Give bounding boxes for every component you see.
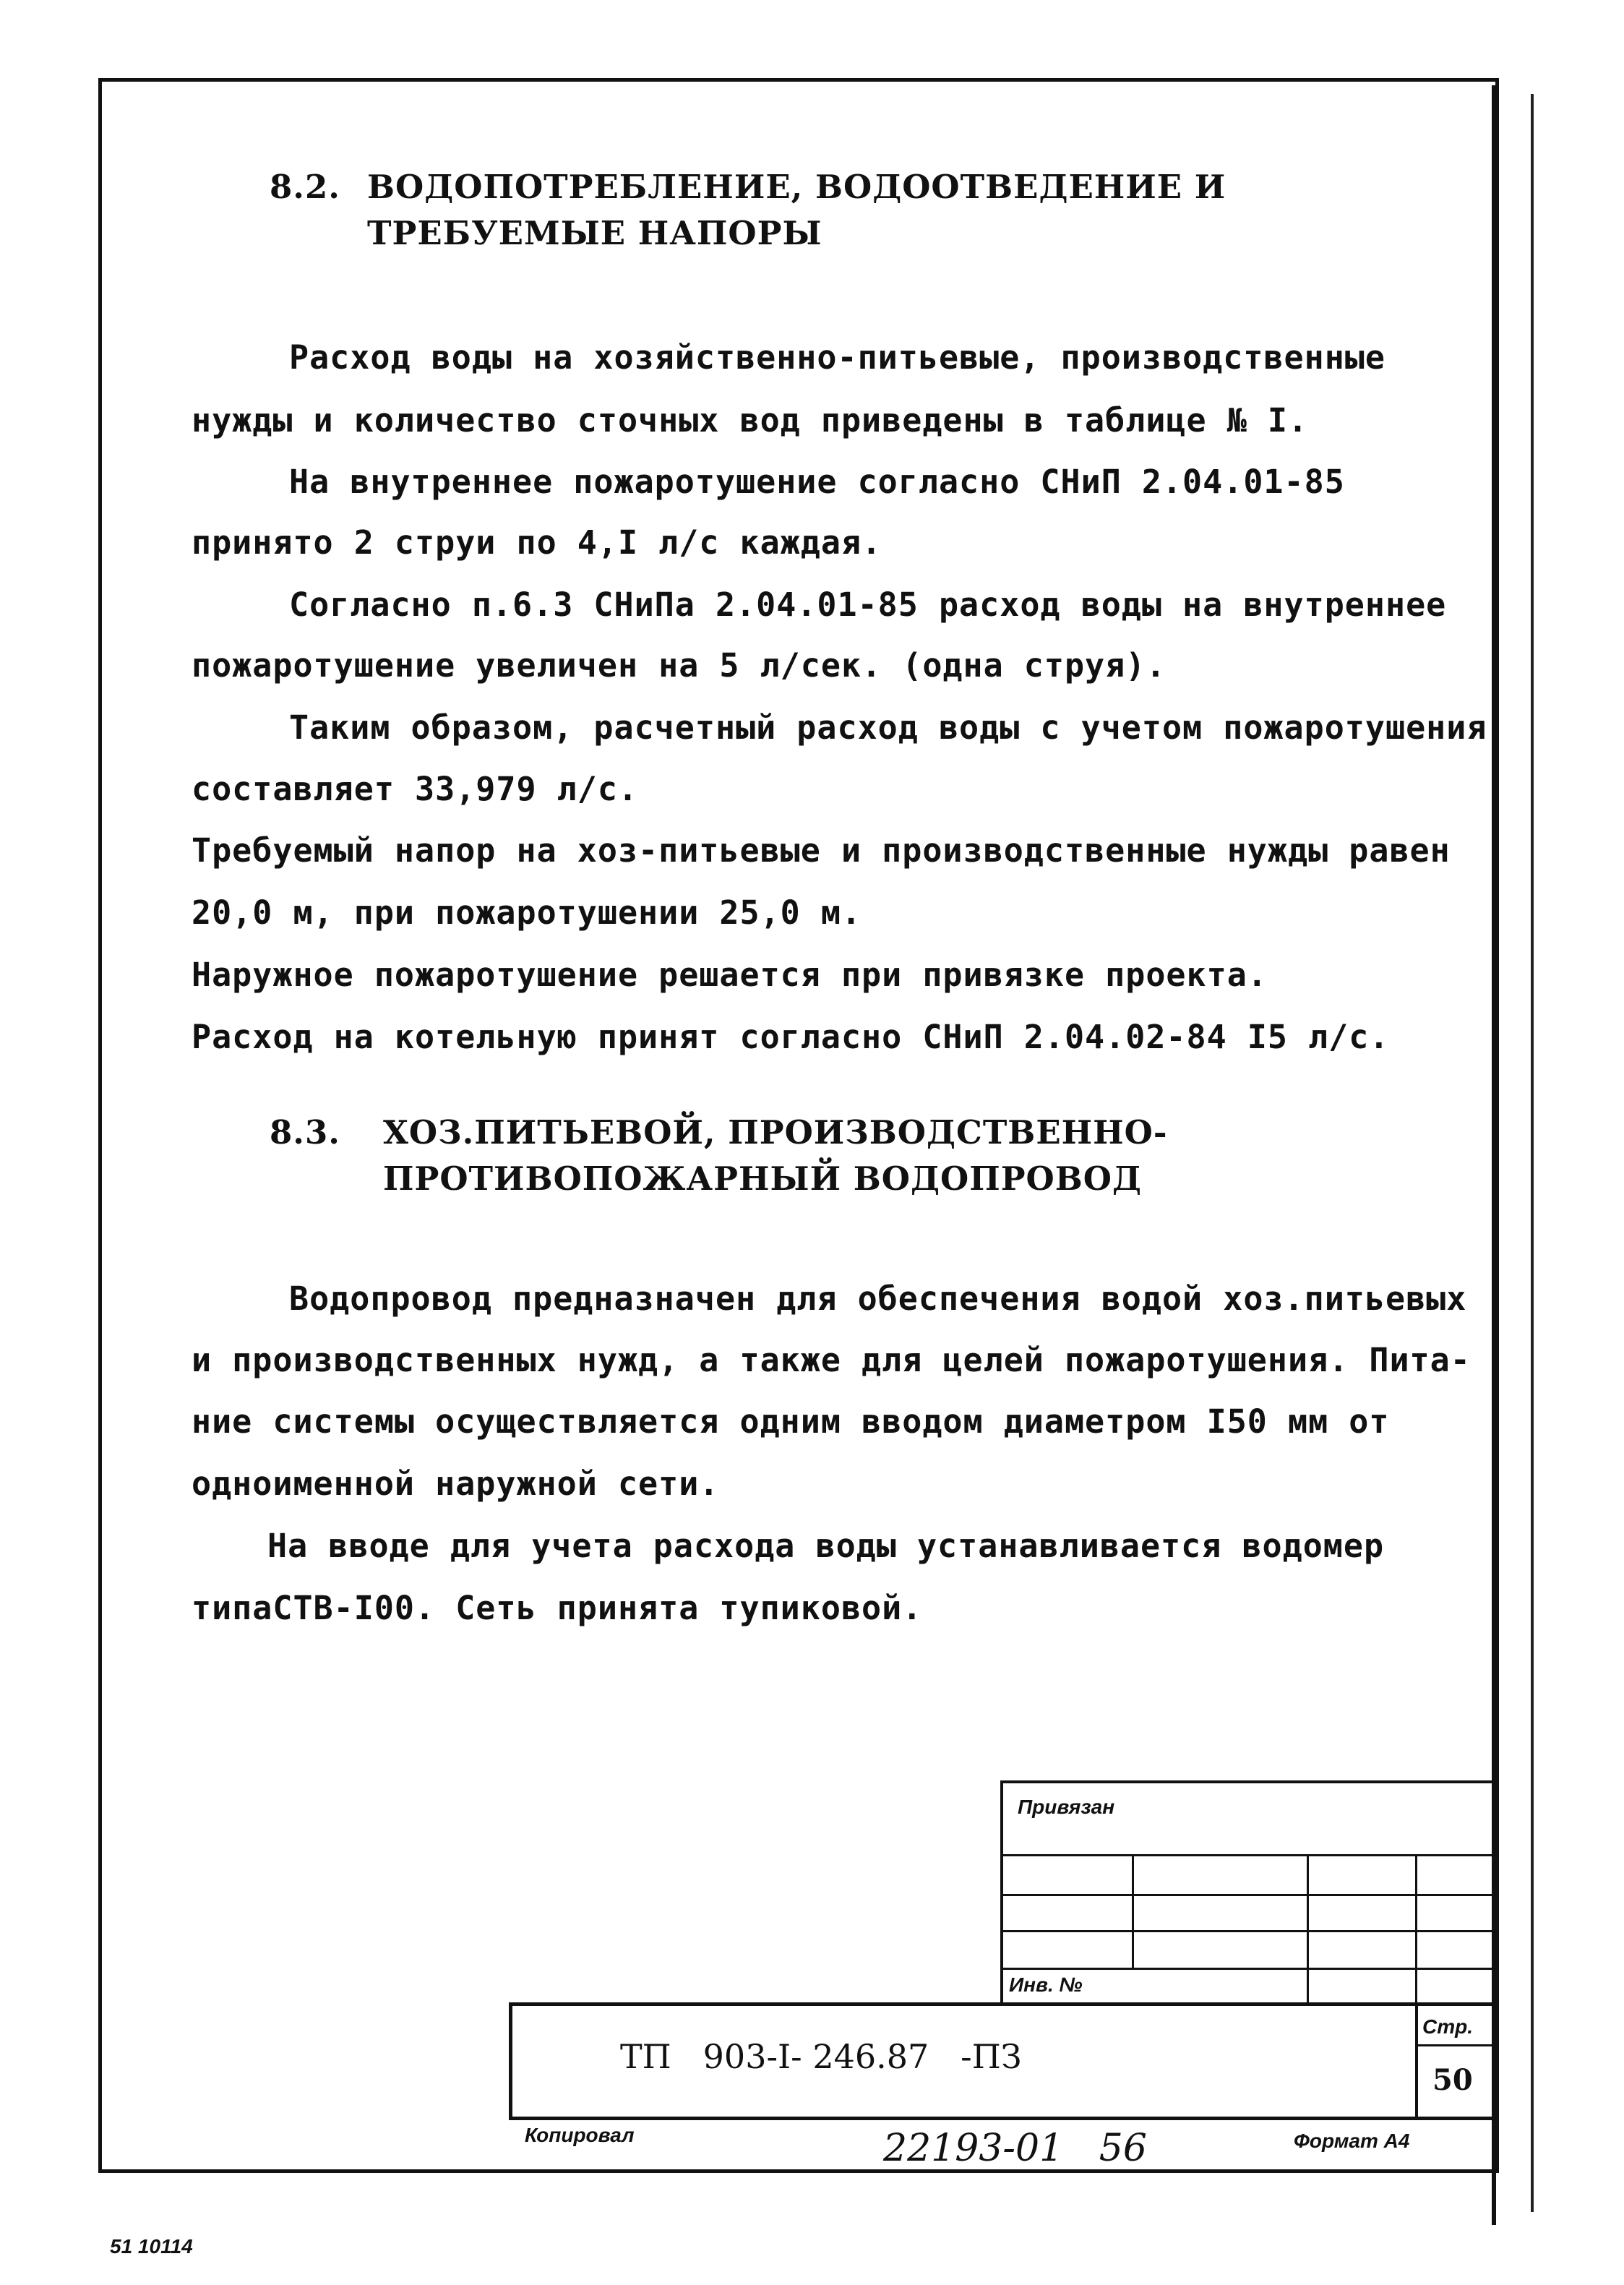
attached-label: Привязан bbox=[1018, 1796, 1115, 1818]
body-82-line-4: принято 2 струи по 4,I л/с каждая. bbox=[192, 523, 882, 562]
body-82-line-6: пожаротушение увеличен на 5 л/сек. (одна струя). bbox=[192, 646, 1167, 685]
body-82-line-12: Расход на котельную принят согласно СНиП 2.04.02-84 I5 л/с. bbox=[192, 1018, 1390, 1056]
body-82-line-1: Расход воды на хозяйственно-питьевые, производственные bbox=[289, 338, 1385, 377]
frame-right-edge bbox=[1492, 85, 1496, 2225]
body-82-line-10: 20,0 м, при пожаротушении 25,0 м. bbox=[192, 893, 862, 932]
body-82-line-9: Требуемый напор на хоз-питьевые и производственные нужды равен bbox=[192, 831, 1451, 870]
section-82-title-line2: ТРЕБУЕМЫЕ НАПОРЫ bbox=[367, 214, 822, 252]
section-82-number: 8.2. bbox=[270, 168, 340, 206]
body-83-line-2: и производственных нужд, а также для целей пожаротушения. Пита- bbox=[192, 1341, 1471, 1379]
body-82-line-8: составляет 33,979 л/с. bbox=[192, 770, 639, 808]
handwritten-number: 22193-01 56 bbox=[883, 2127, 1147, 2170]
body-83-line-1: Водопровод предназначен для обеспечения водой хоз.питьевых bbox=[289, 1279, 1467, 1318]
body-83-line-5: На вводе для учета расхода воды устанавливается водомер bbox=[267, 1527, 1385, 1565]
body-83-line-6: типаСТВ-I00. Сеть принята тупиковой. bbox=[192, 1589, 923, 1627]
body-82-line-2: нужды и количество сточных вод приведены в таблице № I. bbox=[192, 401, 1309, 440]
section-83-title-line1: ХОЗ.ПИТЬЕВОЙ, ПРОИЗВОДСТВЕННО- bbox=[383, 1113, 1168, 1152]
page-label: Стр. bbox=[1422, 2015, 1473, 2038]
body-82-line-7: Таким образом, расчетный расход воды с учетом пожаротушения bbox=[289, 708, 1487, 747]
body-83-line-3: ние системы осуществляется одним вводом диаметром I50 мм от bbox=[192, 1402, 1390, 1441]
body-83-line-4: одноименной наружной сети. bbox=[192, 1465, 720, 1503]
body-82-line-11: Наружное пожаротушение решается при привязке проекта. bbox=[192, 956, 1268, 994]
corner-code: 51 10114 bbox=[110, 2235, 193, 2258]
document-code: ТП 903-I- 246.87 -ПЗ bbox=[620, 2037, 1022, 2076]
frame-outer-edge bbox=[1531, 94, 1534, 2212]
copied-label: Копировал bbox=[525, 2124, 635, 2146]
section-83-title-line2: ПРОТИВОПОЖАРНЫЙ ВОДОПРОВОД bbox=[383, 1159, 1142, 1198]
section-83-number: 8.3. bbox=[270, 1113, 340, 1152]
section-82-title-line1: ВОДОПОТРЕБЛЕНИЕ, ВОДООТВЕДЕНИЕ И bbox=[367, 168, 1226, 206]
body-82-line-3: На внутреннее пожаротушение согласно СНиП 2.04.01-85 bbox=[289, 463, 1345, 501]
format-label: Формат А4 bbox=[1294, 2130, 1410, 2152]
page-number: 50 bbox=[1432, 2063, 1473, 2097]
body-82-line-5: Согласно п.6.3 СНиПа 2.04.01-85 расход воды на внутреннее bbox=[289, 586, 1447, 624]
inv-number-label: Инв. № bbox=[1009, 1973, 1083, 1996]
